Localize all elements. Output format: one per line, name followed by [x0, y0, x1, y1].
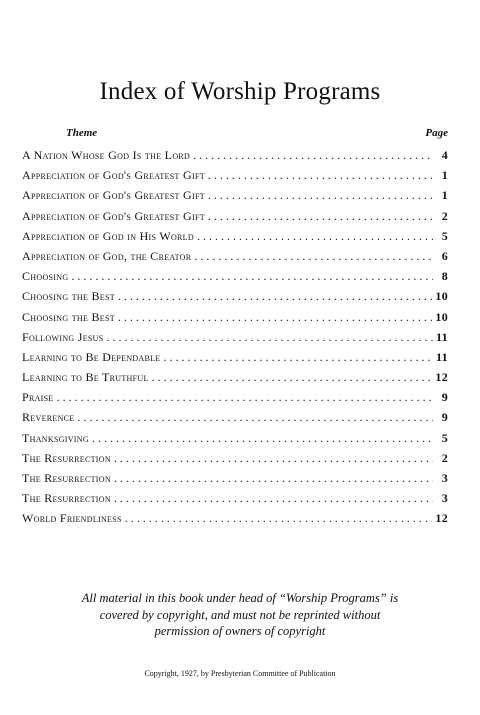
index-entry — [22, 370, 448, 390]
entry-page-number: 3 — [441, 471, 448, 485]
index-entry — [22, 350, 448, 370]
dot-leader — [107, 330, 433, 345]
dot-leader — [125, 511, 433, 526]
entry-theme: Appreciation of God's Greatest Gift — [22, 188, 205, 203]
entry-theme: Learning to Be Dependable — [22, 349, 161, 364]
index-entry — [22, 410, 448, 430]
dot-leader — [193, 148, 433, 163]
dot-leader — [194, 249, 433, 264]
index-entry — [22, 310, 448, 330]
entry-theme: Thanksgiving — [22, 430, 89, 445]
entry-page-number: 2 — [441, 450, 448, 465]
entry-theme: Appreciation of God's Greatest Gift — [22, 168, 205, 183]
dot-leader — [208, 168, 433, 183]
index-entry — [22, 451, 448, 471]
dot-leader — [197, 229, 433, 244]
index-entry — [22, 471, 448, 491]
dot-leader — [114, 491, 433, 506]
entry-page-number: 3 — [441, 491, 448, 506]
entry-theme: A Nation Whose God Is the Lord — [22, 148, 191, 162]
index-entry — [22, 249, 448, 269]
index-entry — [22, 431, 448, 451]
notice-line-3: permission of owners of copyright — [154, 624, 326, 638]
entry-page-number: 5 — [441, 228, 448, 243]
entry-theme: Reverence — [22, 410, 75, 425]
dot-leader — [92, 431, 433, 446]
entry-theme: World Friendliness — [22, 511, 122, 526]
entry-page-number: 2 — [441, 208, 448, 223]
index-entry — [22, 148, 448, 168]
entry-page-number: 4 — [441, 148, 448, 162]
index-list — [22, 148, 448, 532]
dot-leader — [208, 188, 433, 203]
entry-theme: Choosing — [22, 269, 69, 284]
entry-page-number: 6 — [441, 248, 448, 263]
index-entry — [22, 330, 448, 350]
notice-line-1: All material in this book under head of “Worship Programs” is — [81, 591, 399, 605]
entry-theme: The Resurrection — [22, 491, 111, 506]
entry-page-number: 1 — [441, 188, 448, 203]
entry-page-number: 10 — [435, 309, 448, 324]
entry-page-number: 9 — [441, 390, 448, 405]
dot-leader — [114, 471, 433, 486]
index-entry — [22, 269, 448, 289]
page-column-header: Page — [425, 127, 448, 139]
entry-theme: Appreciation of God, the Creator — [22, 248, 192, 263]
dot-leader — [118, 310, 433, 325]
entry-theme: Choosing the Best — [22, 309, 115, 324]
index-entry — [22, 188, 448, 208]
entry-theme: The Resurrection — [22, 450, 111, 465]
dot-leader — [77, 410, 433, 425]
page-title: Index of Worship Programs — [99, 78, 381, 105]
entry-theme: Following Jesus — [22, 329, 104, 344]
notice-line-2: covered by copyright, and must not be reprinted without — [99, 607, 381, 622]
theme-column-header: Theme — [66, 127, 98, 139]
index-entry — [22, 390, 448, 410]
dot-leader — [57, 390, 433, 405]
entry-theme: The Resurrection — [22, 471, 111, 485]
copyright-notice — [30, 590, 450, 640]
index-entry — [22, 511, 448, 531]
entry-page-number: 12 — [435, 511, 448, 526]
entry-theme: Learning to Be Truthful — [22, 370, 149, 385]
column-headers — [22, 127, 448, 141]
dot-leader — [164, 350, 433, 365]
entry-page-number: 9 — [441, 410, 448, 425]
entry-theme: Appreciation of God's Greatest Gift — [22, 208, 205, 223]
entry-page-number: 11 — [436, 329, 448, 344]
entry-page-number: 12 — [435, 370, 448, 385]
entry-page-number: 8 — [441, 269, 448, 284]
index-entry — [22, 229, 448, 249]
entry-page-number: 1 — [441, 168, 448, 183]
entry-theme: Praise — [22, 390, 54, 405]
dot-leader — [118, 289, 433, 304]
copyright-line: Copyright, 1927, by Presbyterian Committee of Publication — [144, 669, 336, 678]
entry-page-number: 5 — [441, 430, 448, 445]
index-entry — [22, 289, 448, 309]
entry-page-number: 11 — [436, 349, 448, 364]
dot-leader — [208, 209, 433, 224]
dot-leader — [114, 451, 433, 466]
index-entry — [22, 209, 448, 229]
dot-leader — [71, 269, 433, 284]
entry-theme: Choosing the Best — [22, 289, 115, 304]
index-entry — [22, 491, 448, 511]
entry-theme: Appreciation of God in His World — [22, 228, 194, 243]
index-entry — [22, 168, 448, 188]
dot-leader — [152, 370, 433, 385]
entry-page-number: 10 — [435, 289, 448, 304]
